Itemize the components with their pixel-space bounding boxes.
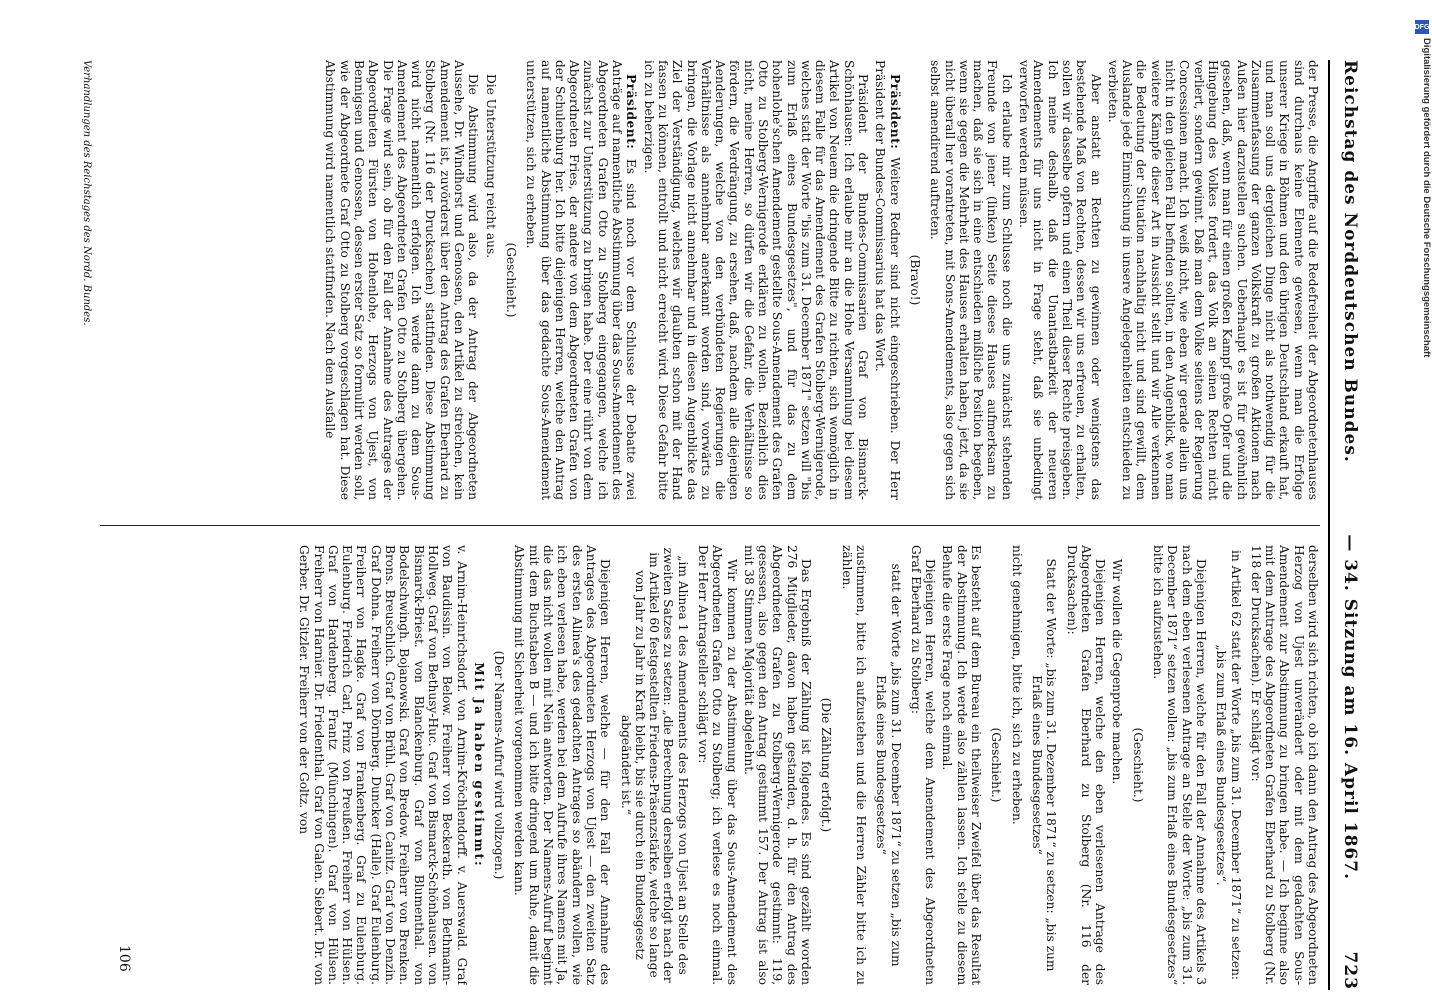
paragraph — [1110, 545, 1124, 985]
header-session: — 34. Sitzung am 16. April 1867. — [1340, 534, 1360, 881]
paragraph — [940, 545, 983, 985]
paragraph-text: zustimmen, bitte ich aufzustehen und die Herren Zähler bitte ich zu zählen. — [839, 545, 868, 985]
paragraph-text: Ich erlaube mir zum Schlusse noch die uns zunächst stehenden Freunde von jener (linken) Seite dieses Hauses aufmerksam zu machen, daß sie sich in eine entschieden mißliche Position begeben, wenn sie gegen die Mehrheit des Hauses erhalten haben, jetzt, da sie nicht überall her vorantreten, mit Sons-Amendements, also gegen sich selbst amendirend auftreten. — [928, 60, 1014, 500]
paragraph — [742, 545, 813, 985]
centered-paragraph — [618, 545, 689, 985]
centered-paragraph — [1130, 545, 1144, 985]
paragraph-text: Aber anstatt an Rechten zu gewinnen oder wenigstens das bestehende Maß von Rechten, dessen wir uns erfreuen, zu erhalten, sollen wir dasselbe opfern und einen Theil dieser Rechte preisgeben. Ich meine deshalb, daß die Unantastbarkeit der neueren Amendements für uns nicht in Frage steht, daß sie unbedingt verworfen werden müssen. — [1017, 60, 1103, 500]
paragraph-text: Diejenigen Herren, welche für den Fall der Annahme des Artikels 3 nach dem eben verlesenen Antrage an Stelle der Worte: „bis zum 31. December 1871“ setzen wollen: „bis zum Erlaß eines Bundesgesetzes“ bitte ich aufzustehen. — [1151, 545, 1208, 985]
speaker-paragraph — [873, 60, 902, 500]
paragraph-text: statt der Worte „bis zum 31. December 1871“ zu setzen „bis zum Erlaß eines Bundesgesetzes“ — [874, 563, 903, 967]
paragraph-text: Es besteht auf dem Bureau ein theilweiser Zweifel über das Resultat der Abstimmung. Ich werde also zählen lassen. Ich stelle zu diesem Behufe die erste Frage noch einmal. — [940, 545, 984, 985]
paragraph — [696, 545, 739, 985]
paragraph-text: Präsident der Bundes-Commissarien Graf von Bismarck-Schönhausen: Ich erlaube mir an die Hohe Versammlung bei diesem Artikel von Neuem die dringende Bitte zu richten, sich womöglich in diesem Falle für das Amendement des Grafen Stolberg-Wernigerode, welches statt der Worte "bis zum 31. December 1871" setzen will "bis zum Erlaß eines Bundesgesetzes", und für das zu dem hohenlohe'schen Amendement gestellte Sous-Amendement des Grafen Otto zu Stolberg-Wernigerode erklären zu wollen. Beziehlich dies nicht, meine Herren, so dürfen wir die Gefahr, die Verhältnisse so fördern, die Verdrängung, zu ersehen, daß, nachdem alle diejenigen Aenderungen, welche von den verbündeten Regierungen die Verhältnisse als annehmbar anerkannt worden sind, vorwärts zu bringen, die Vorlage nicht annehmbar und in diesen Augenblicke das Ziel der Verständigung, welches wir glaubten schon mit der Hand fassen zu können, entrollt und nicht erreicht wird. Diese Gefahr bitte ich zu beherzigen. — [641, 60, 871, 500]
paragraph — [1064, 545, 1107, 985]
paragraph — [1009, 545, 1023, 985]
paragraph-text: Mit Ja haben gestimmt: — [471, 662, 486, 868]
paragraph — [641, 60, 870, 500]
paragraph — [323, 60, 480, 500]
paragraph-text: Die Abstimmung wird also, da der Antrag der Abgeordneten Aussehe, Dr. Windhorst und Genossen, den Artikel zu streichen, kein Amendement ist, zuvörderst über den Antrag des Grafen Eberhard zu Stolberg (Nr. 116 der Drucksachen) stattfinden. Diese Abstimmung wird nicht namentlich erfolgen. Ich werde dann zu dem Sous-Amendement des Abgeordneten Grafen Otto zu Stolberg übergehen. Die Frage wird sein, ob für den Fall der Annahme des Antrages der Abgeordneten Fürsten von Hohenlohe, Herzogs von Ujest, von Bennigsen und Genossen, dessen erster Satz so formulirt werden soll, wie der Abgeordnete Graf Otto zu Stolberg vorgeschlagen hat. Diese Abstimmung wird namentlich stattfinden. Nach dem Ausfalle — [323, 60, 481, 500]
centered-paragraph — [908, 60, 922, 500]
paragraph-text: Die Unterstützung reicht aus. — [483, 74, 498, 259]
paragraph-text: Diejenigen Herren, welche — für den Fall der Annahme des Antrages des Abgeordneten Herzogs von Ujest — den zweiten Satz des ersten Alinea's des gedachten Antrages so abändern wollen, wie ich eben verlesen habe, werden bei dem Aufrufe ihres Namens mit Ja, die das nicht wollen mit Nein antworten. Der Namens-Aufruf beginnt mit dem Buchstaben B — und ich bitte dringend um Ruhe, damit die Abstimmung mit Sicherheit vorgenommen werden kann. — [512, 545, 613, 985]
paragraph-text: in Artikel 62 statt der Worte „bis zum 31. December 1871“ zu setzen: „bis zum Erlaß eines Bundesgesetzes“. — [1214, 549, 1243, 981]
paragraph-text: (Die Zählung erfolgt.) — [819, 697, 834, 833]
footer-publication: Verhandlungen des Reichstages des Nordd. Bundes. — [81, 60, 92, 326]
centered-paragraph — [1214, 545, 1243, 985]
paragraph-text: „im Alinea 1 des Amendements des Herzogs von Ujest an Stelle des zweiten Satzes zu setzen: „die Berechnung derselben erfolgt nach der im Artikel 60 festgestellten Friedens-Präsenzstärke, welche so lange von Jahr zu Jahr in Kraft bleibt, bis sie durch ein Bundesgesetz abgeändert ist.“ — [618, 547, 690, 983]
paragraph — [512, 545, 612, 985]
centered-paragraph — [504, 60, 518, 500]
paragraph-text: Es sind noch vor dem Schlusse der Debatte zwei Anträge auf namentliche Abstimmung über das Sous-Amendement des Abgeordneten Grafen Otto zu Stolberg eingegangen, welche ich zunächst zur Unterstützung zu bringen habe. Der eine rührt von dem Abgeordneten Fries, der andere von dem Abgeordneten Grafen von der Schulenburg her. Ich bitte diejenigen Herren, welche den Antrag auf namentliche Abstimmung über das gedachte Sous-Amendement unterstützen, sich zu erheben. — [524, 60, 639, 500]
paragraph-text: Wir kommen zu der Abstimmung über das Sous-Amendement des Abgeordneten Grafen Otto zu Stolberg; ich verlese es noch einmal. Der Herr Antragsteller schlägt vor: — [696, 545, 739, 985]
paragraph-text: (Bravo!) — [907, 254, 922, 306]
scanned-page — [70, 60, 1360, 990]
speaker-label: Präsident: — [624, 74, 639, 160]
paragraph-text: Wir wollen die Gegenprobe machen. — [1110, 559, 1125, 785]
paragraph — [1249, 545, 1320, 985]
page-header — [1328, 60, 1360, 990]
paragraph-text: der Presse, die Angriffe auf die Redefreiheit der Abgeordnetenhauses sind durchaus keine Elemente gewesen, wenn man die Erfolge unserer Kriege in Böhmen und den übrigen Deutschland erkauft hat, und man soll uns dergleichen Dinge nicht als nothwendig für die Zusammenfassung der ganzen Volkskraft zu großen Aktionen nach Außen hier darzustellen suchen. Ueberhaupt es ist für gewöhnlich gesehen, daß, wenn man für einen großen Kampf große Opfer und die Hingebung des Volkes fordert, das Volk an seinen Rechten nicht verliert, sondern gewinnt. Daß man dem Volke seitens der Regierung Concessionen macht. Ich weiß nicht, wie eben wir gerade allein uns nicht in den gleichen Fall befinden sollten, in den Augenblick, wo man weitere Kämpfe dieser Art in Aussicht stellt und wir Alle verkennen die Bedeutung der Situation nachhaltig nicht und sind gewillt, dem Auslande jede Einmischung in unsere Angelegenheiten entschieden zu verbieten. — [1105, 60, 1320, 500]
header-page-number: 723 — [1340, 951, 1360, 990]
column-divider — [100, 525, 1320, 526]
left-column — [100, 60, 1320, 500]
centered-paragraph — [819, 545, 833, 985]
paragraph-text: derselben wird sich richten, ob ich dann den Antrag des Abgeordneten Herzog von Ujest unverändert oder mit dem gedachten Sous-Amendement zur Abstimmung zu bringen habe. — Ich beginne also mit dem Antrage des Abgeordneten Grafen Eberhard zu Stolberg (Nr. 118 der Drucksachen). Er schlägt vor: — [1248, 545, 1320, 985]
paragraph-text: Diejenigen Herren, welche den eben verlesenen Antrage des Abgeordneten Grafen Eberhard zu Stolberg (Nr. 116 der Drucksachen): — [1064, 545, 1108, 985]
speaker-label: Präsident: — [887, 74, 902, 158]
paragraph-text: v. Arnim-Heinrichsdorf. von Arnim-Kröchlendorff. v. Auerswald. Graf von Baudissin. von Below. Freiherr von Beckerath. von Bethmann-Hollweg. Graf von Bethusy-Huc. Graf von Bismarck-Schönhausen. von Bismarck-Briest. von Blanckenburg. Graf von Blumenthal. von Bodelschwingh. Bojanowski. Graf von Bredow. Freiherr von Brenken. Brons. Breuschlich. Graf von Brühl. Graf von Canitz. Graf von Denzin. Graf Dohna. Freiherr von Dörnberg. Duncker (Halle). Graf Eulenburg. Freiherr von Hagke. Graf von Frankenberg. Graf zu Eulenburg. Eulenburg. Friedrich Carl, Prinz von Preußen. Freiherr von Hülsen. Graf von Hardenberg. Frantz (Münchingen). Graf von Hülsen. Freiherr von Harnier. Dr. Friedenthal. Graf von Galen. Siebert. Dr. von Gerber. Dr. Gitzler. Freiherr von der Goltz. von — [297, 545, 469, 985]
paragraph-text: Das Ergebniß der Zählung ist folgendes. Es sind gezählt worden 276 Mitglieder, davon haben gestanden, d. h. für den Antrag des Abgeordneten Grafen zu Stolberg-Wernigerode gestimmt: 119, gesessen, also gegen den Antrag gestimmt 157. Der Antrag ist also mit 38 Stimmen Majorität abgelehnt. — [741, 545, 814, 985]
paragraph-text: (Geschieht.) — [503, 242, 518, 318]
paragraph-text: Diejenigen Herren, welche dem Amendement des Abgeordneten Graf Eberhard zu Stolberg: — [908, 545, 938, 985]
centered-paragraph — [989, 545, 1003, 985]
centered-paragraph — [492, 545, 506, 985]
header-journal-title: Reichstag des Norddeutschen Bundes. — [1340, 60, 1360, 463]
paragraph-text: (Der Namens-Aufruf wird vollzogen.) — [492, 650, 507, 880]
digitization-credit-text: Digitalisierung gefördert durch die Deutsche Forschungsgemeinschaft — [1421, 38, 1432, 358]
paragraph-text: nicht genehmigen, bitte ich, sich zu erheben. — [1009, 545, 1024, 825]
paragraph — [1151, 545, 1208, 985]
paragraph — [928, 60, 1014, 500]
paragraph — [1017, 60, 1103, 500]
sidebar-credit — [1412, 20, 1432, 1000]
speaker-paragraph — [524, 60, 638, 500]
right-column — [100, 545, 1320, 985]
paragraph-text: Weitere Redner sind nicht eingeschrieben. Der Herr Präsident der Bundes-Commissarius hat das Wort. — [873, 60, 902, 500]
paragraph — [839, 545, 868, 985]
paragraph-text: Statt der Worte: „bis zum 31. Dezember 1871“ zu setzen: „bis zum Erlaß eines Bundesgesetzes“ — [1029, 558, 1059, 972]
dfg-logo-icon: DFG — [1415, 20, 1429, 34]
footer-sheet-number: 106 — [116, 945, 132, 972]
centered-paragraph — [1030, 545, 1059, 985]
paragraph — [1106, 60, 1320, 500]
centered-paragraph — [874, 545, 903, 985]
paragraph-text: (Geschieht.) — [1130, 727, 1145, 803]
paragraph — [483, 60, 497, 500]
paragraph — [909, 545, 938, 985]
vote-heading — [472, 545, 486, 985]
paragraph-text: (Geschieht.) — [989, 727, 1004, 803]
paragraph — [297, 545, 469, 985]
